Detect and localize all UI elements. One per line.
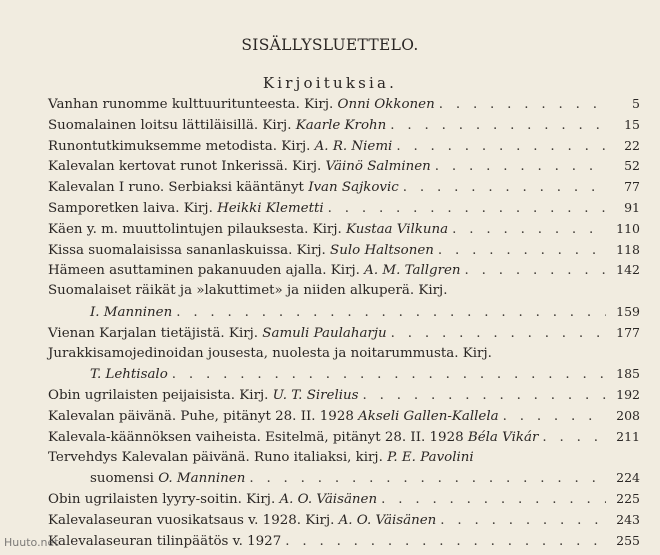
toc-entry — [48, 344, 640, 365]
dot-leader — [328, 199, 606, 220]
toc-entry — [48, 198, 640, 219]
dot-leader — [176, 303, 606, 324]
dot-leader — [391, 324, 606, 345]
entry-author: A. O. Väisänen — [279, 492, 378, 508]
toc-entry — [48, 156, 640, 177]
watermark: Huuto.net — [4, 536, 59, 549]
entry-author: A. M. Tallgren — [364, 263, 461, 279]
toc-entry — [48, 219, 640, 240]
entry-author: Samuli Paulaharju — [262, 325, 387, 341]
page-number: 185 — [616, 366, 640, 382]
toc-entry — [48, 94, 640, 115]
toc-entry — [48, 136, 640, 157]
toc-entry — [48, 177, 640, 198]
entry-author: Väinö Salminen — [325, 159, 431, 175]
toc-entry — [48, 406, 640, 427]
entry-title: Käen y. m. muuttolintujen pilauksesta. Kirj. — [48, 221, 346, 237]
entry-title: Kalevalaseuran vuosikatsaus v. 1928. Kirj. — [48, 512, 339, 528]
entry-author: P. E. Pavolini — [387, 449, 474, 465]
entry-title: Obin ugrilaisten peijaisista. Kirj. — [48, 388, 273, 404]
toc-entry — [48, 510, 640, 531]
page-number: 15 — [624, 116, 640, 132]
entry-author: O. Manninen — [158, 471, 246, 487]
dot-leader — [285, 532, 606, 553]
page-number: 211 — [616, 428, 640, 444]
entry-title: Jurakkisamojedinoidan jousesta, nuolesta ja noitarummusta. Kirj. — [48, 345, 492, 361]
toc-entry — [48, 489, 640, 510]
dot-leader — [435, 157, 606, 178]
toc-entry — [48, 531, 640, 552]
dot-leader — [396, 137, 606, 158]
entry-author: Kustaa Vilkuna — [345, 221, 449, 237]
entry-title: Kalevalaseuran tilinpäätös v. 1927 — [48, 533, 282, 549]
dot-leader — [172, 365, 606, 386]
dot-leader — [403, 178, 606, 199]
page-number: 177 — [616, 324, 640, 340]
toc-entry — [48, 260, 640, 281]
page-number: 77 — [624, 179, 640, 195]
toc-entry — [48, 448, 640, 469]
page-number: 224 — [616, 470, 640, 486]
toc-entry — [48, 385, 640, 406]
entry-author: Béla Vikár — [467, 429, 539, 445]
dot-leader — [438, 241, 606, 262]
section-heading: Kirjoituksia. — [262, 74, 398, 92]
toc-entry — [48, 115, 640, 136]
entry-title: Kalevalan päivänä. Puhe, pitänyt 28. II. 1928 — [48, 408, 359, 424]
toc-entry — [48, 281, 640, 302]
entry-title: Suomalaiset räikät ja »lakuttimet» ja niiden alkuperä. Kirj. — [48, 283, 448, 299]
entry-author: Ivan Sajkovic — [308, 180, 399, 196]
entry-author: Kaarle Krohn — [295, 117, 387, 133]
entry-author: Akseli Gallen-Kallela — [358, 408, 499, 424]
entry-title: suomensi — [90, 471, 159, 487]
dot-leader — [440, 511, 606, 532]
dot-leader — [465, 261, 606, 282]
table-of-contents — [48, 94, 640, 552]
toc-entry — [48, 323, 640, 344]
page-number: 159 — [616, 303, 640, 319]
entry-author: A. O. Väisänen — [338, 512, 437, 528]
entry-title: Samporetken laiva. Kirj. — [48, 200, 218, 216]
page-number: 91 — [624, 199, 640, 215]
toc-entry — [48, 240, 640, 261]
toc-entry-continuation — [48, 468, 640, 489]
entry-title: Obin ugrilaisten lyyry-soitin. Kirj. — [48, 492, 280, 508]
dot-leader — [390, 116, 606, 137]
entry-author: A. R. Niemi — [314, 138, 393, 154]
page-number: 118 — [616, 241, 640, 257]
dot-leader — [439, 95, 606, 116]
entry-author: T. Lehtisalo — [90, 367, 168, 383]
entry-author: Onni Okkonen — [337, 97, 435, 112]
dot-leader — [381, 490, 606, 511]
page-number: 192 — [616, 387, 640, 403]
page-number: 243 — [616, 511, 640, 527]
dot-leader — [452, 220, 606, 241]
entry-title: Vanhan runomme kulttuuritunteesta. Kirj. — [48, 97, 338, 112]
page-title: SISÄLLYSLUETTELO. — [241, 36, 419, 54]
page-number: 5 — [632, 96, 640, 111]
entry-title: Tervehdys Kalevalan päivänä. Runo italiaksi, kirj. — [48, 449, 388, 465]
page-number: 110 — [616, 220, 640, 236]
toc-entry — [48, 427, 640, 448]
toc-entry-continuation — [48, 302, 640, 323]
page-number: 142 — [616, 262, 640, 278]
page-number: 52 — [624, 158, 640, 174]
dot-leader — [363, 386, 606, 407]
entry-author: Heikki Klemetti — [217, 200, 324, 216]
entry-title: Runontutkimuksemme metodista. Kirj. — [48, 138, 315, 154]
page-number: 208 — [616, 407, 640, 423]
entry-author: Sulo Haltsonen — [330, 242, 434, 258]
entry-title: Kissa suomalaisissa sananlaskuissa. Kirj. — [48, 242, 331, 258]
entry-title: Vienan Karjalan tietäjistä. Kirj. — [48, 325, 263, 341]
entry-title: Hämeen asuttaminen pakanuuden ajalla. Kirj. — [48, 263, 365, 279]
dot-leader — [542, 428, 606, 449]
page-number: 22 — [624, 137, 640, 153]
toc-entry-continuation — [48, 364, 640, 385]
entry-title: Kalevalan I runo. Serbiaksi kääntänyt — [48, 180, 309, 196]
entry-author: U. T. Sirelius — [272, 388, 359, 404]
page-number: 255 — [616, 532, 640, 548]
entry-title: Suomalainen loitsu lättiläisillä. Kirj. — [48, 117, 296, 133]
entry-title: Kalevala-käännöksen vaiheista. Esitelmä, pitänyt 28. II. 1928 — [48, 429, 468, 445]
entry-author: I. Manninen — [90, 304, 173, 320]
entry-title: Kalevalan kertovat runot Inkerissä. Kirj. — [48, 159, 326, 175]
dot-leader — [503, 407, 606, 428]
dot-leader — [249, 469, 606, 490]
page-number: 225 — [616, 491, 640, 507]
